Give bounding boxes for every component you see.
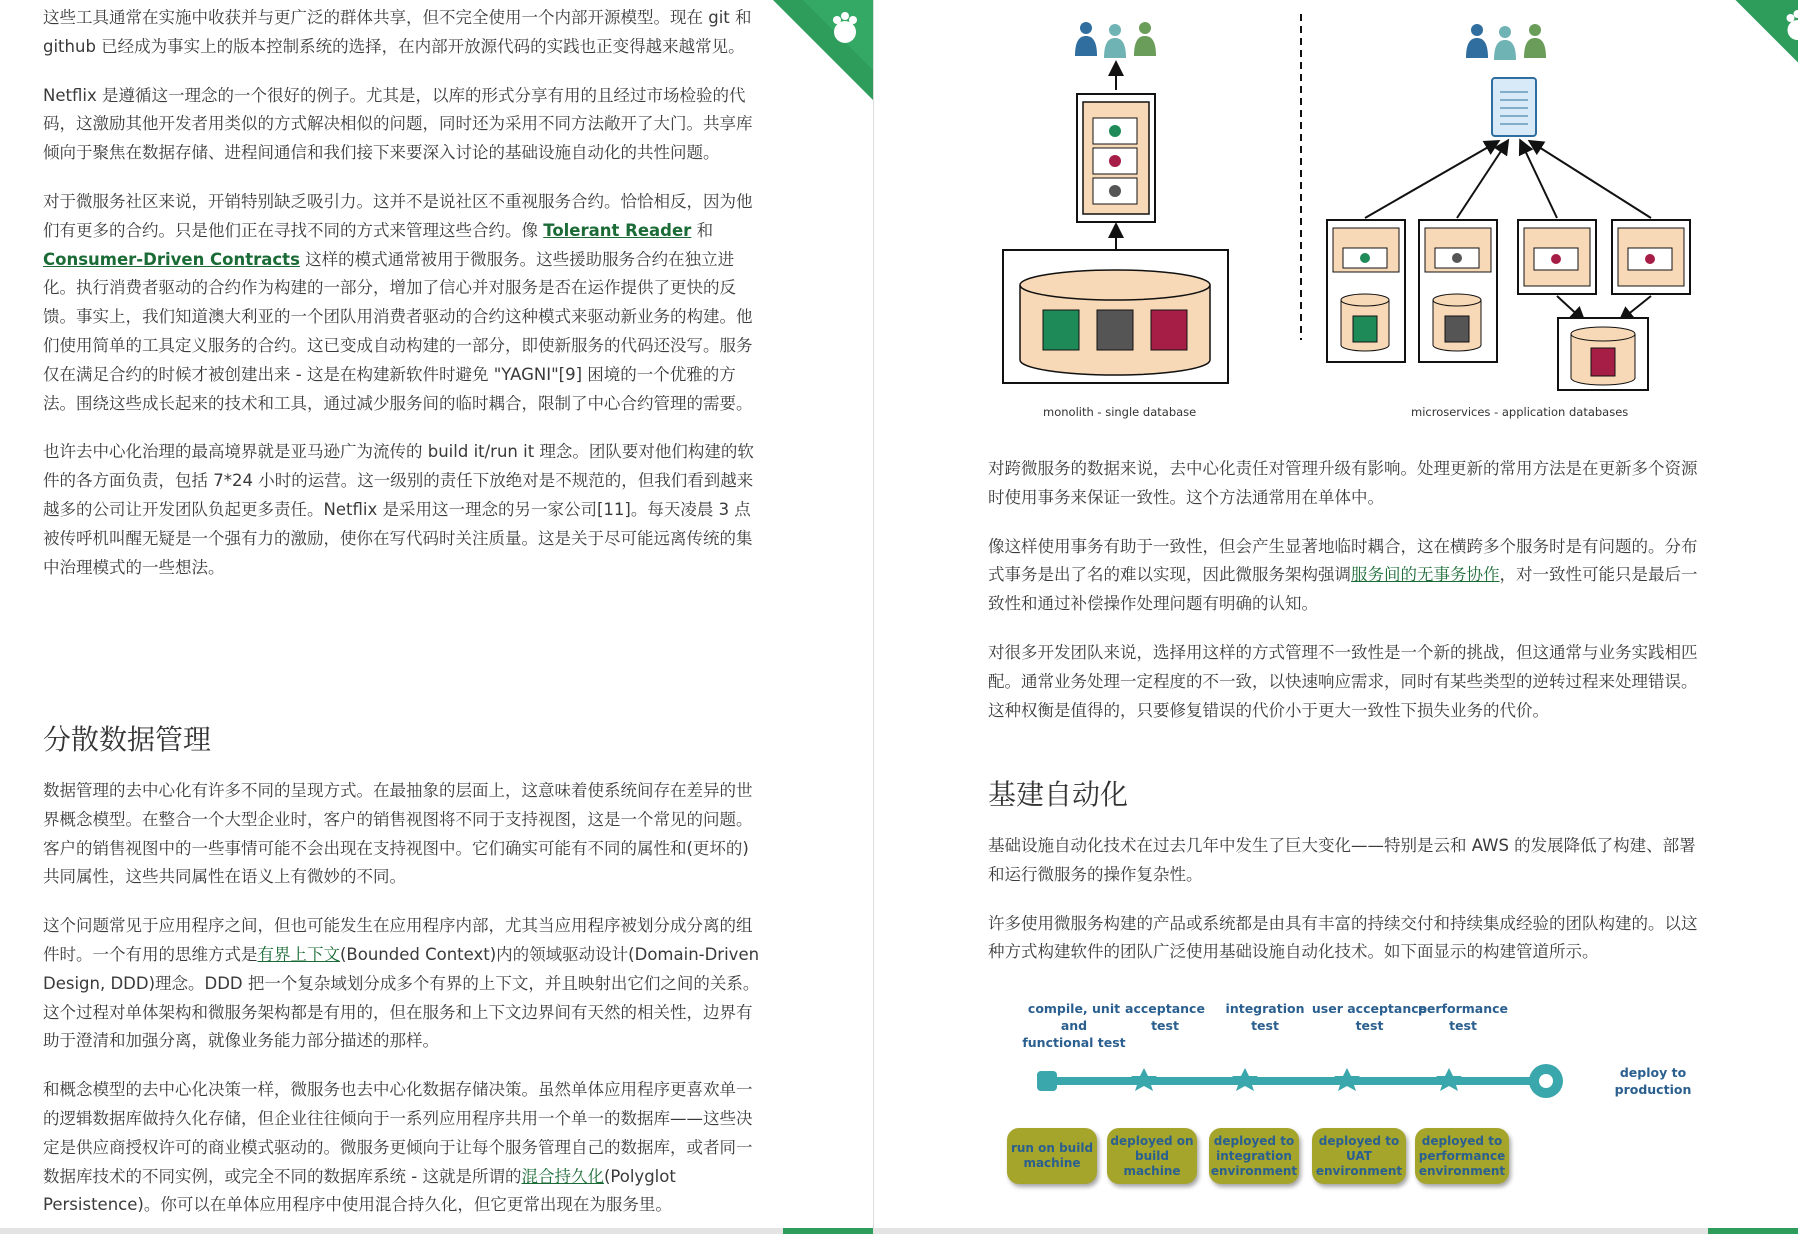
left-text-block-2	[43, 777, 763, 1234]
pipeline-start-icon	[1037, 1071, 1057, 1091]
paragraph-distributed-transactions	[988, 533, 1700, 619]
text-span: ，对一致性可能只是最后一致性和通过补偿操作处理问题有明确的认知。	[988, 565, 1698, 614]
paragraph-inconsistency: 对很多开发团队来说，选择用这样的方式管理不一致性是一个新的挑战，但这通常与业务实践相匹配。通常业务处理一定程度的不一致，以快速响应需求，同时有某些类型的逆转过程来处理错误。这种权衡是值得的，只要修复错误的代价小于更大一致性下损失业务的代价。	[988, 642, 1698, 720]
heading-infrastructure-automation: 基建自动化	[988, 778, 1129, 811]
paragraph-netflix: Netflix 是遵循这一理念的一个很好的例子。尤其是，以库的形式分享有用的且经过市场检验的代码，这激励其他开发者用类似的方式解决相似的问题，同时还为采用不同方法敞开了大门。共享库倾向于聚焦在数据存储、进程间通信和我们接下来要深入讨论的基础设施自动化的共性问题。	[43, 85, 753, 163]
users-group-right-icon	[1466, 24, 1546, 60]
paragraph-bounded-context	[43, 912, 763, 1056]
link-polyglot-persistence[interactable]: 混合持久化	[521, 1166, 604, 1186]
right-text-block-2	[988, 832, 1700, 987]
architecture-diagram	[875, 0, 1723, 430]
bookmark-corner-icon[interactable]	[773, 0, 873, 100]
paragraph-git-github: 这些工具通常在实施中收获并与更广泛的群体共享，但不完全使用一个内部开源模型。现在 git 和 github 已经成为事实上的版本控制系统的选择，在内部开放源代码的实践也正变得越来越常见。	[43, 8, 752, 56]
left-page	[0, 0, 874, 1234]
bottom-tab-left[interactable]	[783, 1228, 873, 1234]
paragraph-transactions: 对跨微服务的数据来说，去中心化责任对管理升级有影响。处理更新的常用方法是在更新多个资源时使用事务来保证一致性。这个方法通常用在单体中。	[988, 459, 1698, 507]
pipeline-stage-label: user acceptance test	[1311, 1001, 1428, 1033]
text-span: 像这样使用事务有助于一致性，但会产生显著地临时耦合，这在横跨多个服务时是有问题的。分布式事务是出了名的难以实现，因此微服务架构强调	[988, 536, 1698, 585]
text-span: 这样的模式通常被用于微服务。这些援助服务合约在独立进化。执行消费者驱动的合约作为构建的一部分，增加了信心并对服务是否在运作提供了更快的反馈。事实上，我们知道澳大利亚的一个团队用消费者驱动的合约这种模式来驱动新业务的构建。他们使用简单的工具定义服务的合约。这已变成自动构建的一部分，即使新服务的代码还没写。服务仅在满足合约的时候才被创建出来 - 这是在构建新软件时避免 "YAGNI"[9] 困境的一个优雅的方法。围绕这些成长起来的技术和工具，通过减少服务间的临时耦合，限制了中心合约管理的需要。	[43, 249, 753, 413]
text-span: 和	[691, 220, 714, 240]
pipeline-track	[1035, 1054, 1575, 1108]
bookmark-corner-icon[interactable]	[1723, 0, 1798, 100]
env-box: run on build machine	[1007, 1128, 1097, 1184]
text-span: (Polyglot Persistence)。你可以在单体应用程序中使用混合持久化，但它更常出现在为服务里。	[43, 1166, 676, 1215]
env-box: deployed to UAT environment	[1312, 1128, 1406, 1184]
pipeline-stage-label: compile, unit and functional test	[1022, 1001, 1126, 1050]
deploy-to-production-label: deploy to production	[1614, 1065, 1692, 1097]
paragraph-data-management: 数据管理的去中心化有许多不同的呈现方式。在最抽象的层面上，这意味着使系统间存在差异的世界概念模型。在整合一个大型企业时，客户的销售视图将不同于支持视图，这是一个常见的问题。客户的销售视图中的一些事情可能不会出现在支持视图中。它们确实可能有不同的属性和(更坏的)共同属性，这些共同属性在语义上有微妙的不同。	[43, 781, 753, 887]
link-tolerant-reader[interactable]: Tolerant Reader	[543, 220, 692, 240]
env-box: deployed on build machine	[1107, 1128, 1197, 1184]
link-bounded-context[interactable]: 有界上下文	[257, 944, 340, 964]
pipeline-stage-label: acceptance test	[1125, 1001, 1205, 1033]
env-box: deployed to integration environment	[1209, 1128, 1299, 1184]
bottom-scroll-bar[interactable]	[0, 1228, 1798, 1234]
text-span: 这个问题常见于应用程序之间，但也可能发生在应用程序内部，尤其当应用程序被划分成分离的组件时。一个有用的思维方式是	[43, 916, 753, 964]
paragraph-contracts	[43, 188, 763, 418]
pipeline-stage-label: performance test	[1417, 1001, 1509, 1033]
paragraph-polyglot-persistence	[43, 1076, 763, 1220]
paragraph-build-pipeline: 许多使用微服务构建的产品或系统都是由具有丰富的持续交付和持续集成经验的团队构建的。以这种方式构建软件的团队广泛使用基础设施自动化技术。如下面显示的构建管道所示。	[988, 913, 1698, 962]
service-1-icon	[1327, 220, 1405, 362]
users-group-left-icon	[1075, 22, 1156, 58]
text-span: 和概念模型的去中心化决策一样，微服务也去中心化数据存储决策。虽然单体应用程序更喜欢单一的逻辑数据库做持久化存储，但企业往往倾向于一系列应用程序共用一个单一的数据库——这些决定是供应商授权许可的商业模式驱动的。微服务更倾向于让每个服务管理自己的数据库，或者同一数据库技术的不同实例，或完全不同的数据库系统 - 这就是所谓的	[43, 1080, 753, 1186]
caption-monolith: monolith - single database	[1043, 405, 1197, 419]
service-3-icon	[1518, 220, 1596, 294]
link-transactionless-coordination[interactable]: 服务间的无事务协作	[1351, 565, 1500, 585]
right-text-block-1	[988, 455, 1700, 745]
shared-database-icon	[1558, 318, 1648, 390]
pipeline-stage-label: integration test	[1225, 1001, 1305, 1033]
service-2-icon	[1419, 220, 1497, 362]
monolith-app-icon	[1077, 94, 1155, 222]
text-span: (Bounded Context)内的领域驱动设计(Domain-Driven Design, DDD)理念。DDD 把一个复杂域划分成多个有界的上下文，并且映射出它们之间的关系。这个过程对单体架构和微服务架构都是有用的，但在服务和上下文边界间有天然的相关性，边界有助于澄清和加强分离，就像业务能力部分描述的那样。	[43, 944, 760, 1051]
single-database-icon	[1003, 250, 1228, 383]
paragraph-build-it-run-it: 也许去中心化治理的最高境界就是亚马逊广为流传的 build it/run it 理念。团队要对他们构建的软件的各方面负责，包括 7*24 小时的运营。这一级别的责任下放绝对是不规范的，但我们看到越来越多的公司让开发团队负起更多责任。Netflix 是采用这一理念的另一家公司[11]。每天凌晨 3 点被传呼机叫醒无疑是一个强有力的激励，使你在写代码时关注质量。这是关于尽可能远离传统的集中治理模式的一些想法。	[43, 442, 754, 577]
text-span: 对于微服务社区来说，开销特别缺乏吸引力。这并不是说社区不重视服务合约。恰恰相反，因为他们有更多的合约。只是他们正在寻找不同的方式来管理这些合约。像	[43, 191, 753, 240]
link-consumer-driven-contracts[interactable]: Consumer-Driven Contracts	[43, 249, 300, 269]
bottom-tab-right[interactable]	[1708, 1228, 1798, 1234]
caption-microservices: microservices - application databases	[1411, 405, 1629, 419]
left-text-block-1	[43, 4, 763, 602]
right-page	[875, 0, 1798, 1234]
service-4-icon	[1612, 220, 1690, 294]
document-icon	[1492, 78, 1536, 136]
heading-decentralized-data: 分散数据管理	[43, 723, 212, 756]
env-box: deployed to performance environment	[1415, 1128, 1509, 1184]
paragraph-cloud-aws: 基础设施自动化技术在过去几年中发生了巨大变化——特别是云和 AWS 的发展降低了构建、部署和运行微服务的操作复杂性。	[988, 836, 1696, 884]
